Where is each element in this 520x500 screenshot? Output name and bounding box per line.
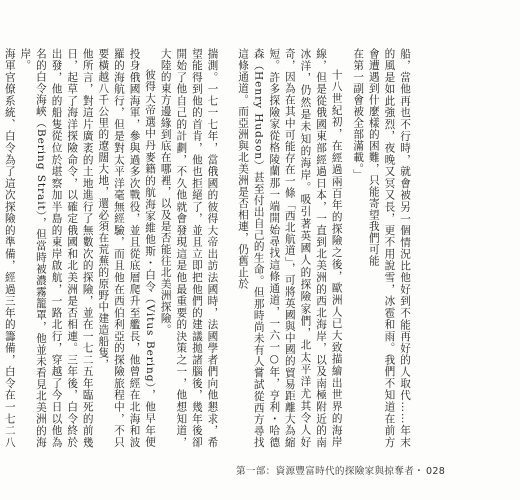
paragraph: 在第一副會被全部滿載。」 — [352, 48, 365, 181]
body-text — [0, 48, 412, 448]
footer-separator: ・ — [414, 466, 424, 477]
section-title: 第一部：資源豐富時代的探險家與掠奪者 — [236, 466, 415, 477]
page-number: 028 — [426, 466, 446, 477]
paragraph: 揣測。一七一七年，當俄國的彼得大帝出訪法國時，法國學者們向他懇求，希望能得到他的首肯，他也拒絕了，並且立即把他們的建議拋諸腦後，幾年後卻開始了他自己的計劃，不久他就會發現這是他最重要的決策之一，他想知道，大陸的東方邊緣到底在哪裡，以及是否能往北美洲探險。 — [159, 48, 219, 448]
paragraph: 他所言，對這片廣袤的土地進行了無數次的探險，並在一七二五年臨死的前幾日，起草了海洋探險命令，以確定俄國和北美洲是否相連。三年後，白令終於出發，他的船隻從位於堪察加半島的東岸啟航，一路北行，穿越了今日以他為名的白令海峽（Bering Strait），但當時被濃霧籠罩，他並未看見北美洲的海岸。 — [19, 48, 94, 448]
paragraph: 十八世紀初，在經過兩百年的探險之後，歐洲人已大致描繪出世界的海岸線，但是從俄國東部經過日本，一直到北美洲的西北海岸，以及南極附近的南冰洋，仍然是未知的海岸。吸引著英國人的探險家們，北太平洋尤其令人好奇，因為在其中可能存在一條「西北航道」，可將英國與中國的貿易距離大為縮短。許多探險家從格陵蘭那一端開始尋找這條通道，一六一○年，亨利・哈德森（Henry Hudson）甚至付出自己的生命。但那時尚未有人嘗試從西方尋找這條通道。而亞洲與北美洲是否相連，仍舊止於 — [237, 48, 343, 448]
running-footer — [236, 463, 445, 477]
paragraph: 船，當他再也不行時，就會被另一個情況比他好到不能再好的人取代……年末的風是如此強烈，夜晚又冥又長，更不用說雪，冰雹和雨。我們不知道在前方會遭遇到什麼樣的困難，只能寄望我們可能 — [367, 48, 411, 448]
paragraph: 海軍官僚系統、白令為了這次探險的準備，經過三年的籌備，白令在一七二八 — [3, 48, 16, 448]
paragraph: 彼得大帝選中丹麥籍的航海家維他斯・白令（Vitus Bering），他早年便投身俄國海軍，參與過多次戰役，並且從底層爬升至艦長，他曾經在北海和波羅的海航行，但是對太平洋毫無經驗，而且他在西伯利亞的探險旅程中，不只要橫越八千公里的遼闊大地，還必須在荒蕪的原野中建造船隻， — [97, 48, 157, 448]
